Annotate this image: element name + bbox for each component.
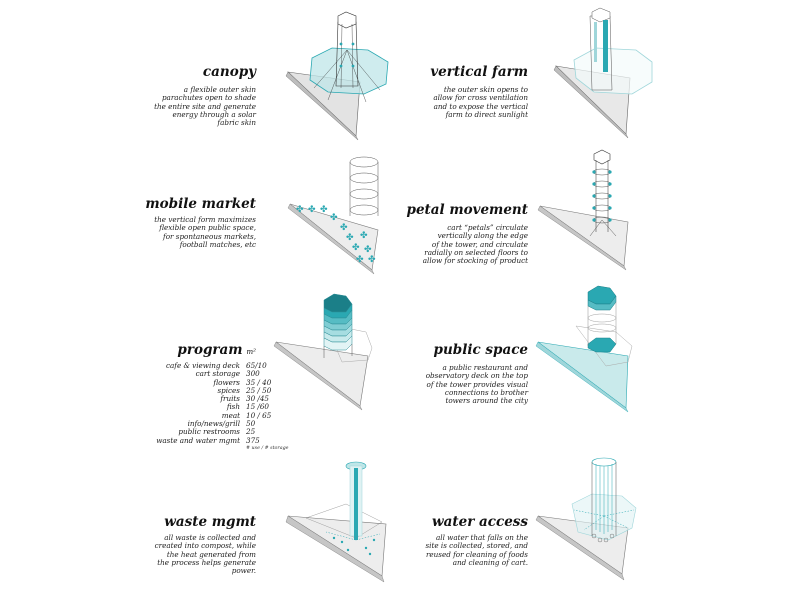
table-row: info/news/grill 50 bbox=[187, 419, 256, 429]
vertical-farm-title: vertical farm bbox=[430, 64, 528, 80]
table-row: cafe & viewing deck 65/10 bbox=[165, 361, 267, 370]
program-table bbox=[120, 362, 296, 445]
table-row: public restrooms 25 bbox=[178, 427, 256, 437]
svg-text:✤: ✤ bbox=[360, 231, 368, 241]
svg-text:✤: ✤ bbox=[352, 243, 360, 253]
mobile-market-diagram bbox=[286, 148, 416, 278]
waste-mgmt-description: all waste is collected and created into compost, while the heat generated from the process helps generate power. bbox=[154, 533, 256, 576]
svg-text:✤: ✤ bbox=[346, 233, 354, 243]
public-space-title: public space bbox=[433, 342, 528, 358]
svg-text:✤: ✤ bbox=[296, 205, 304, 215]
svg-text:✤: ✤ bbox=[330, 213, 338, 223]
svg-text:✤: ✤ bbox=[320, 205, 328, 215]
svg-text:✤: ✤ bbox=[368, 255, 376, 265]
table-row: spices 25 / 50 bbox=[217, 385, 272, 395]
water-access-diagram bbox=[536, 456, 666, 596]
mobile-market-description: the vertical form maximizes flexible open public space, for spontaneous markets, football matches, etc bbox=[154, 215, 256, 249]
petal-movement-title: petal movement bbox=[406, 202, 528, 218]
petal-movement-description: cart “petals” circulate vertically along the edge of the tower, and circulate radially on selected floors to allow for stocking of product bbox=[422, 223, 528, 266]
vertical-farm-description: the outer skin opens to allow for cross ventilation and to expose the vertical farm to direct sunlight bbox=[433, 85, 528, 119]
water-access-title: water access bbox=[432, 514, 528, 530]
program-note: # use / # storage bbox=[246, 446, 289, 451]
table-row: meat 10 / 65 bbox=[221, 410, 272, 420]
canopy-title: canopy bbox=[202, 64, 256, 80]
svg-text:✤: ✤ bbox=[340, 223, 348, 233]
table-row: cart storage 300 bbox=[195, 369, 260, 379]
waste-mgmt-diagram bbox=[286, 458, 416, 598]
svg-text:✤: ✤ bbox=[364, 245, 372, 255]
program-diagram bbox=[272, 288, 412, 418]
waste-mgmt-title: waste mgmt bbox=[164, 514, 256, 530]
svg-text:✤: ✤ bbox=[308, 205, 316, 215]
vertical-farm-diagram bbox=[548, 8, 678, 138]
mobile-market-title: mobile market bbox=[145, 196, 256, 212]
svg-text:✤: ✤ bbox=[356, 255, 364, 265]
table-row: fish 15 /60 bbox=[226, 402, 269, 412]
table-row: fruits 30 /45 bbox=[220, 394, 269, 404]
water-access-description: all water that falls on the site is collected, stored, and reused for cleaning of foods and cleaning of cart. bbox=[425, 533, 528, 567]
table-row: flowers 35 / 40 bbox=[213, 377, 272, 387]
program-unit: m² bbox=[246, 348, 256, 356]
petal-movement-diagram bbox=[536, 148, 666, 278]
table-row: waste and water mgmt 375 bbox=[156, 435, 260, 445]
canopy-diagram bbox=[280, 10, 410, 140]
program-title: program m² bbox=[177, 342, 256, 358]
canopy-description: a flexible outer skin parachutes open to shade the entire site and generate energy through a solar fabric skin bbox=[154, 85, 256, 128]
public-space-description: a public restaurant and observatory deck on the top of the tower provides visual connections to brother towers around the city bbox=[425, 363, 528, 406]
public-space-diagram bbox=[536, 286, 666, 416]
